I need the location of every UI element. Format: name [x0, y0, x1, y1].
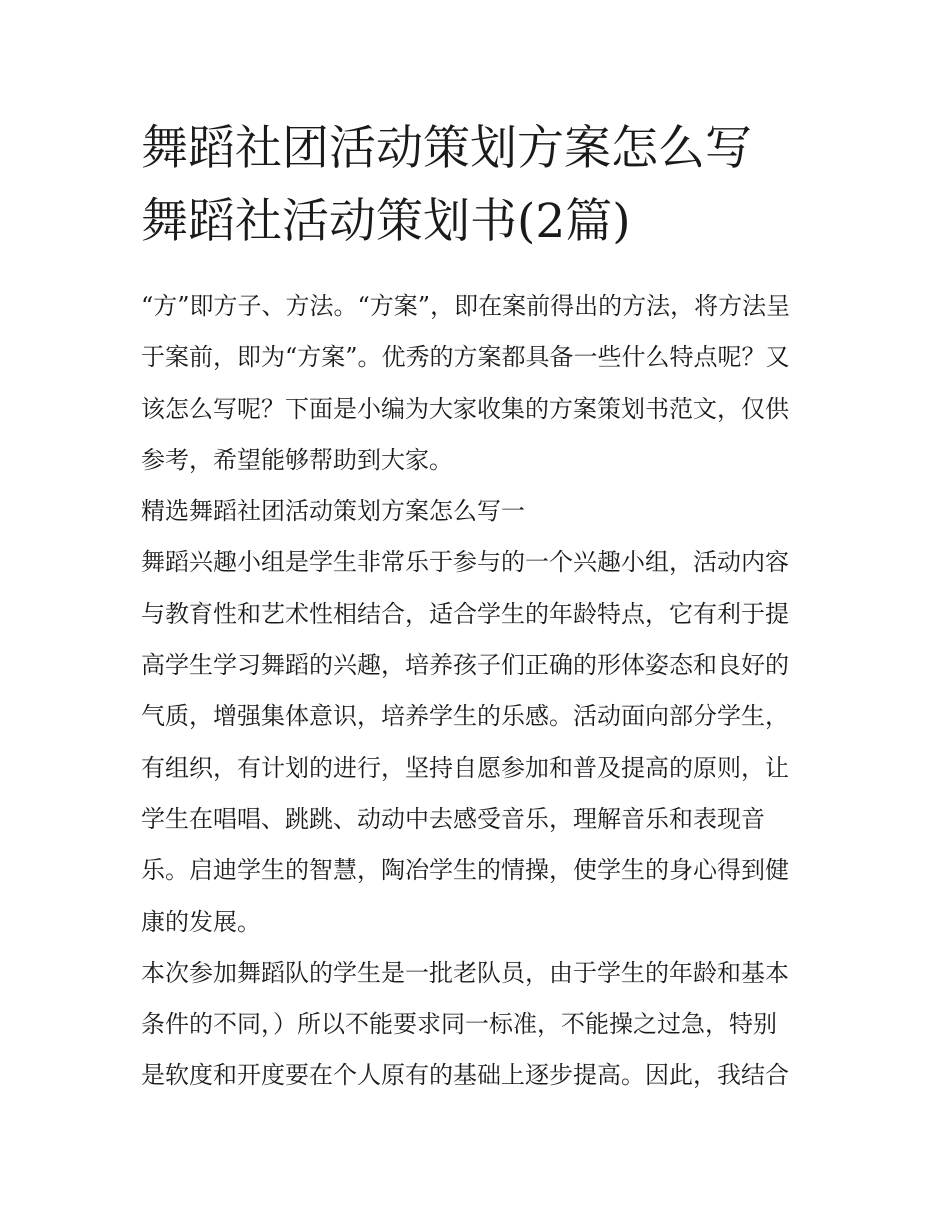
text-line: 与教育性和艺术性相结合，适合学生的年龄特点，它有利于提	[141, 599, 789, 628]
paragraph-intro	[141, 281, 813, 486]
text-line: 条件的不同，）所以不能要求同一标准，不能操之过急，特别	[141, 1010, 777, 1039]
text-line: 康的发展。	[141, 907, 261, 936]
document-title	[141, 112, 813, 258]
text-line: 精选舞蹈社团活动策划方案怎么写一	[141, 497, 525, 526]
document-body	[141, 281, 813, 1102]
title-line-2: 舞蹈社活动策划书(2篇)	[141, 194, 631, 249]
text-line: 该怎么写呢？下面是小编为大家收集的方案策划书范文，仅供	[141, 394, 789, 423]
paragraph-body-1	[141, 537, 813, 947]
text-line: 参考，希望能够帮助到大家。	[141, 445, 453, 474]
text-line: 乐。启迪学生的智慧，陶冶学生的情操，使学生的身心得到健	[141, 856, 789, 885]
text-line: 学生在唱唱、跳跳、动动中去感受音乐，理解音乐和表现音	[141, 804, 765, 833]
paragraph-body-2	[141, 948, 813, 1102]
text-line: 于案前，即为“方案”。优秀的方案都具备一些什么特点呢？又	[141, 343, 790, 372]
title-line-1: 舞蹈社团活动策划方案怎么写	[141, 121, 752, 176]
text-line: 高学生学习舞蹈的兴趣，培养孩子们正确的形体姿态和良好的	[141, 651, 789, 680]
text-line: “方”即方子、方法。“方案”，即在案前得出的方法，将方法呈	[141, 292, 791, 320]
section-heading	[141, 486, 813, 537]
text-line: 有组织，有计划的进行，坚持自愿参加和普及提高的原则，让	[141, 753, 789, 782]
text-line: 气质，增强集体意识，培养学生的乐感。活动面向部分学生，	[141, 702, 789, 731]
document-page	[141, 112, 813, 1102]
text-line: 是软度和开度要在个人原有的基础上逐步提高。因此，我结合	[141, 1061, 789, 1090]
text-line: 本次参加舞蹈队的学生是一批老队员，由于学生的年龄和基本	[141, 958, 789, 987]
text-line: 舞蹈兴趣小组是学生非常乐于参与的一个兴趣小组，活动内容	[141, 548, 789, 577]
